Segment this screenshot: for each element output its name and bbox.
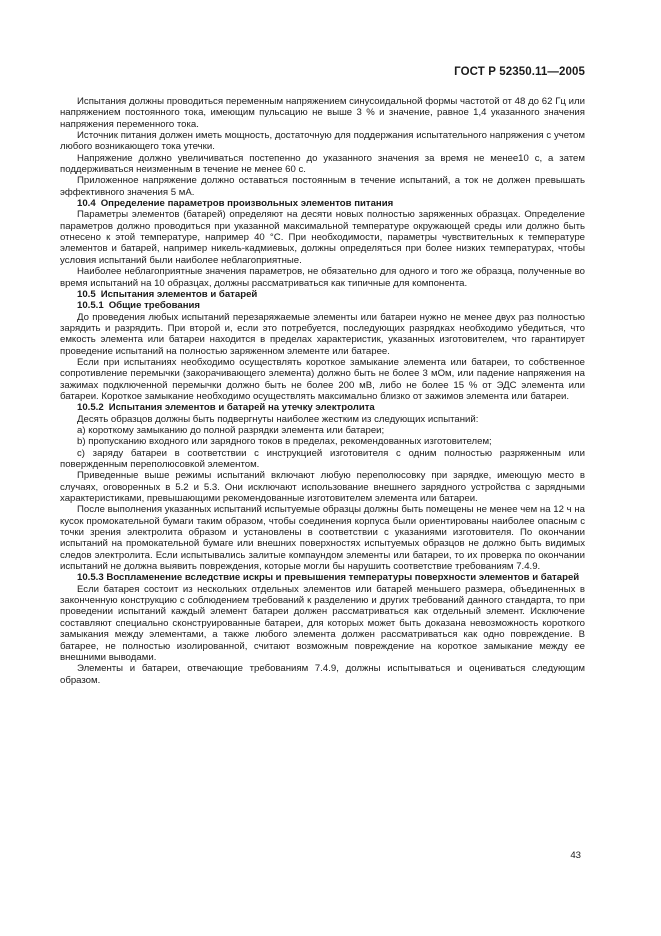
paragraph: Десять образцов должны быть подвергнуты наиболее жестким из следующих испытаний: bbox=[77, 413, 479, 425]
paragraph: Приведенные выше режимы испытаний включают любую переполюсовку при зарядке, имеющую место в случаях, оговоренных в 5.2 и 5.3. Они исключают использование внешнего зарядного устройства с зарядными характеристиками, превышающими рекомендованные изготовителем элемента или батареи. bbox=[60, 470, 585, 505]
section-number: 10.5.3 bbox=[77, 572, 104, 584]
standard-header: ГОСТ Р 52350.11—2005 bbox=[454, 66, 585, 78]
paragraph: До проведения любых испытаний перезаряжаемые элементы или батареи нужно не менее двух раз полностью зарядить и разрядить. При второй и, если это потребуется, последующих разрядках необходимо убедиться, что емкость элемента или батареи находится в пределах характеристик, указанных изготовителем, что гарантирует проведение испытаний на полностью заряженном элементе или батарее. bbox=[60, 311, 585, 357]
section-heading-10-5 bbox=[60, 289, 585, 300]
paragraph: Элементы и батареи, отвечающие требованиям 7.4.9, должны испытываться и оцениваться следующим образом. bbox=[60, 663, 585, 686]
paragraph: Приложенное напряжение должно оставаться постоянным в течение испытаний, а ток не должен превышать эффективного значения 5 мА. bbox=[60, 175, 585, 198]
section-number: 10.5.1 bbox=[77, 300, 104, 312]
section-title: Испытания элементов и батарей bbox=[100, 288, 258, 300]
section-number: 10.5.2 bbox=[77, 402, 104, 414]
paragraph: Если при испытаниях необходимо осуществлять короткое замыкание элемента или батареи, то собственное сопротивление перемычки (закорачивающего элемента) должно быть не более 3 мОм, или падение напряжения на зажимах подключенной перемычки должно быть не более 200 мВ, либо не более 15 % от ЭДС элемента или батареи. Короткое замыкание необходимо осуществлять максимально близко от зажимов элемента или батареи. bbox=[60, 356, 585, 402]
section-title: Испытания элементов и батарей на утечку электролита bbox=[108, 402, 375, 414]
paragraph: Параметры элементов (батарей) определяют на десяти новых полностью заряженных образцах. Определение параметров должно проводиться при указанной максимальной температуре окружающей среды или должно быть отнесено к этой температуре, например 40 °С. При необходимости, параметры чувствительных к температуре элементов и батарей, например никель-кадмиевых, должны определяться при более низких температурах, чтобы условия испытаний были наиболее неблагоприятные. bbox=[60, 209, 585, 266]
page-number: 43 bbox=[570, 850, 581, 861]
document-body bbox=[60, 96, 585, 686]
paragraph: После выполнения указанных испытаний испытуемые образцы должны быть помещены не менее чем на 12 ч на кусок промокательной бумаги таким образом, чтобы соединения корпуса были ориентированы наиболее опасным с точки зрения электролита образом и установлены в соответствии с указаниями изготовителя. По окончании испытаний на промокательной бумаге или внешних поверхностях испытуемых образцов не должно быть видимых следов электролита. Если испытывались залитые компаундом элементы или батареи, то их проверка по окончании испытаний не должна выявить повреждения, которые могли бы нарушить соответствие требованиям 7.4.9. bbox=[60, 504, 585, 573]
list-item-c: с) заряду батареи в соответствии с инструкцией изготовителя с одним полностью разряженным или повержденным переполюсовкой элементом. bbox=[60, 447, 585, 470]
paragraph: Испытания должны проводиться переменным напряжением синусоидальной формы частотой от 48 до 62 Гц или напряжением постоянного тока, имеющим пульсацию не выше 3 % и значение, равное 1,4 указанного значения напряжения переменного тока. bbox=[60, 96, 585, 130]
paragraph: Источник питания должен иметь мощность, достаточную для поддержания испытательного напряжения с учетом любого возникающего тока утечки. bbox=[60, 130, 585, 153]
section-number: 10.5 bbox=[77, 288, 96, 300]
section-title: Воспламенение вследствие искры и превышения температуры поверхности элементов и батарей bbox=[106, 572, 580, 584]
section-title: Общие требования bbox=[108, 300, 201, 312]
section-number: 10.4 bbox=[77, 198, 96, 210]
list-item-a: а) короткому замыканию до полной разрядки элемента или батареи; bbox=[77, 424, 385, 436]
section-title: Определение параметров произвольных элементов питания bbox=[100, 198, 394, 210]
section-heading-10-5-2 bbox=[60, 402, 585, 413]
list-item-b: b) пропусканию входного или зарядного токов в пределах, рекомендованных изготовителем; bbox=[77, 436, 492, 448]
paragraph: Напряжение должно увеличиваться постепенно до указанного значения за время не менее10 с, а затем поддерживаться неизменным в течение не менее 60 с. bbox=[60, 152, 585, 176]
section-heading-10-4 bbox=[60, 198, 585, 209]
paragraph: Если батарея состоит из нескольких отдельных элементов или батарей меньшего размера, объединенных в законченную конструкцию с соблюдением требований к разделению и других требований данного стандарта, то при проведении испытаний каждый элемент батареи должен рассматриваться как отдельный элемент. Исключение составляют специально сконструированные батареи, для которых может быть доказана невозможность короткого замыкания между элементами, а также любого элемента должен рассматриваться как одно повреждение. В батарее, не полностью изолированной, считают возможным повреждение на короткое замыкание между ее внешними выводами. bbox=[60, 583, 585, 663]
paragraph: Наиболее неблагоприятные значения параметров, не обязательно для одного и того же образца, полученные во время испытаний на 10 образцах, должны рассматриваться как типичные для компонента. bbox=[60, 266, 585, 289]
section-heading-10-5-3 bbox=[60, 572, 585, 583]
section-heading-10-5-1 bbox=[60, 300, 585, 311]
